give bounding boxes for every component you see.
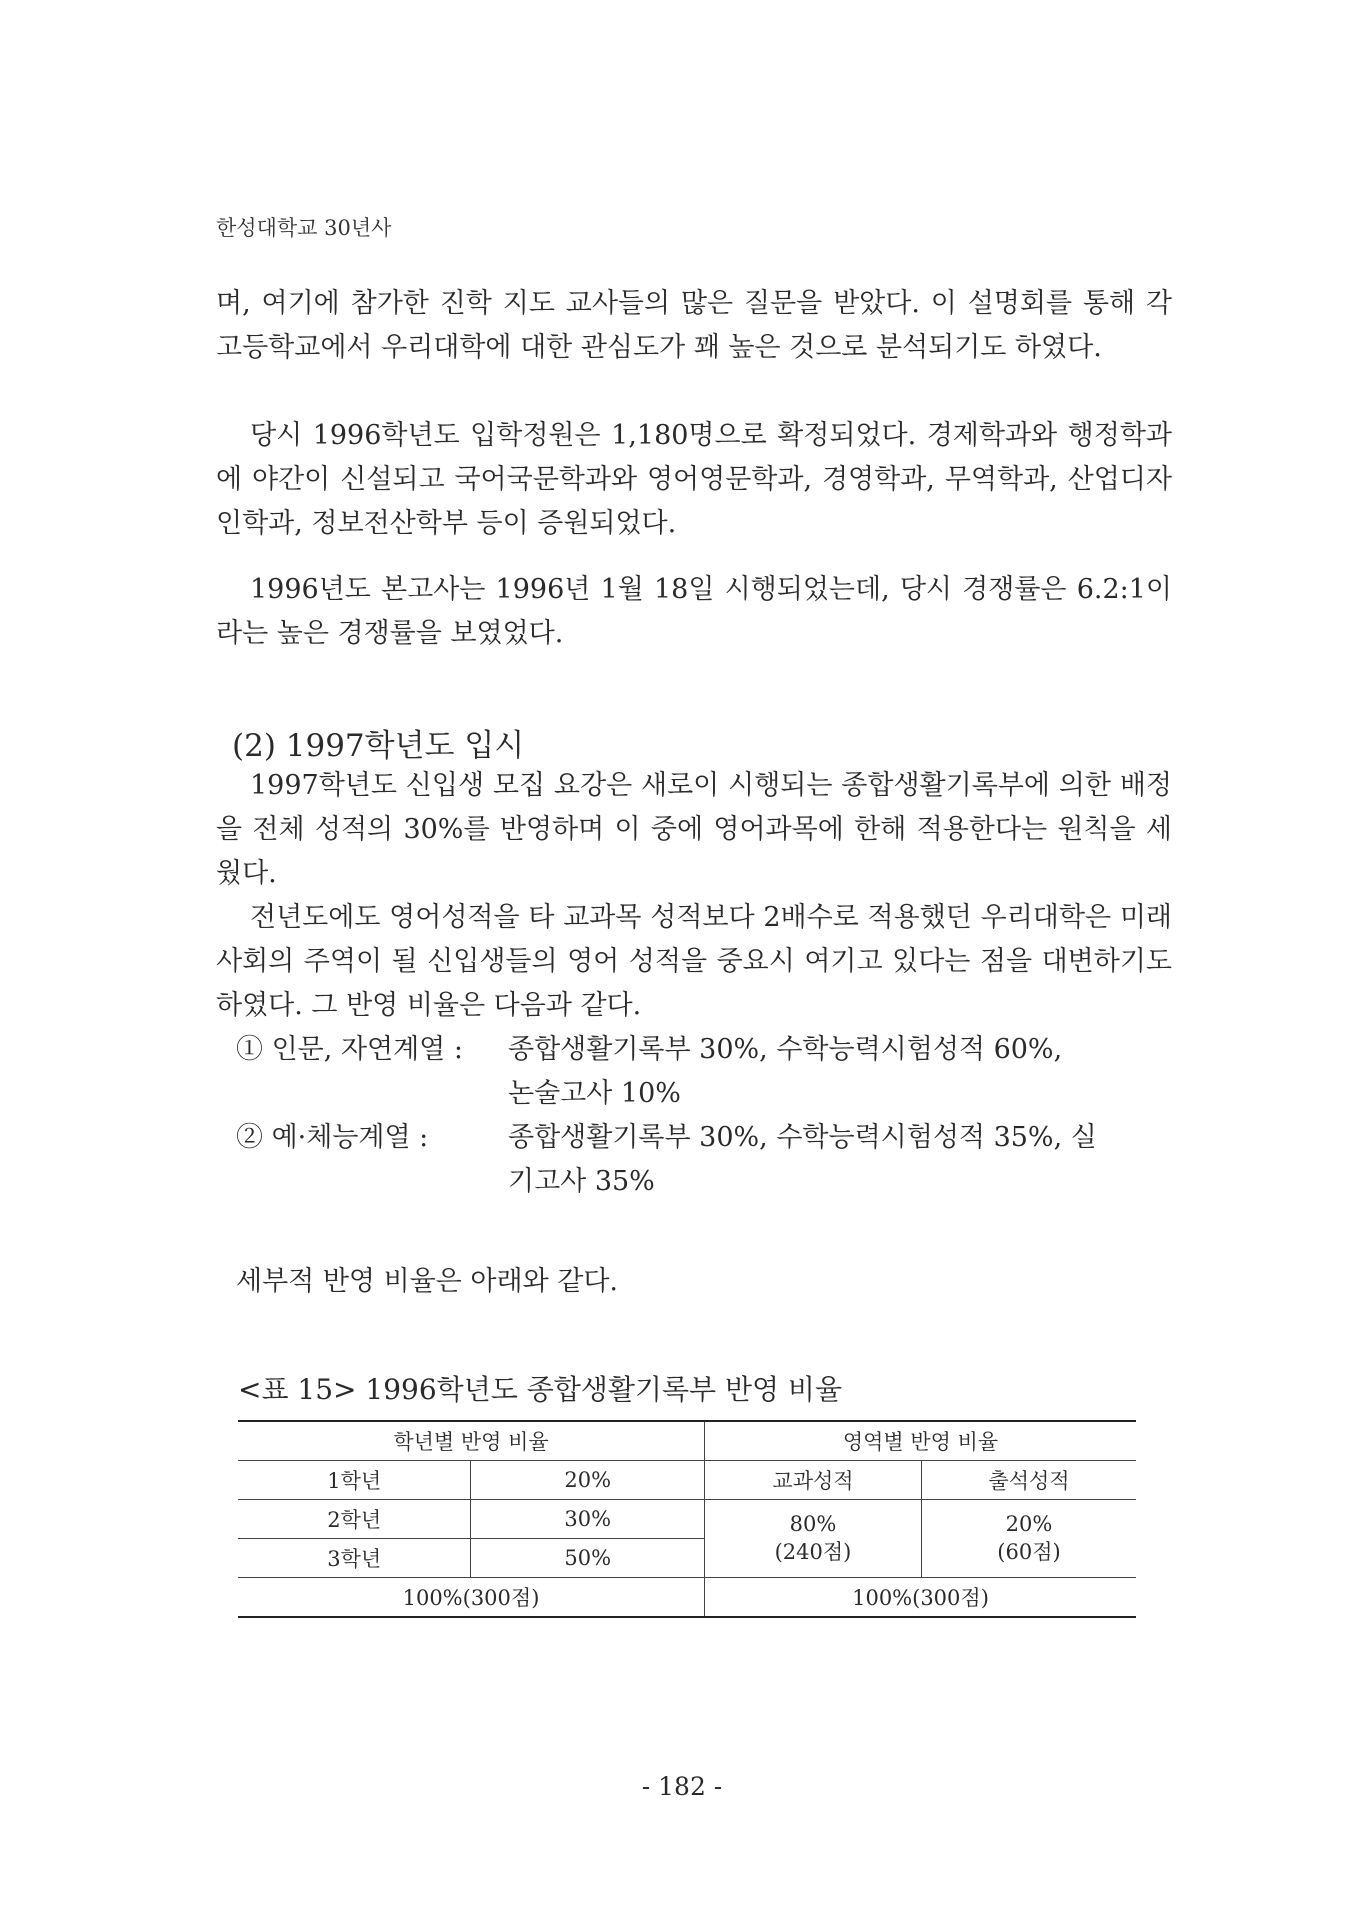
header-area-ratio: 영역별 반영 비율 <box>705 1421 1137 1461</box>
subject-value-cell <box>705 1500 922 1578</box>
list-item-2-label: ② 예·체능계열 : <box>236 1122 429 1153</box>
attendance-value-cell <box>922 1500 1137 1578</box>
ratio-cell: 50% <box>471 1539 705 1578</box>
table-row <box>238 1461 1136 1500</box>
grade-cell: 2학년 <box>238 1500 471 1539</box>
list-item-1-line1: 종합생활기록부 30%, 수학능력시험성적 60%, <box>508 1034 1063 1065</box>
running-header: 한성대학교 30년사 <box>216 216 392 240</box>
list-item-2-line2: 기고사 35% <box>508 1166 655 1197</box>
paragraph-1: 며, 여기에 참가한 진학 지도 교사들의 많은 질문을 받았다. 이 설명회를 통해 각 고등학교에서 우리대학에 대한 관심도가 꽤 높은 것으로 분석되기도 하였다. <box>216 288 1172 363</box>
attendance-value: 20% <box>1005 1511 1053 1536</box>
grade-cell: 3학년 <box>238 1539 471 1578</box>
attendance-points: (60점) <box>997 1539 1061 1564</box>
page-number: - 182 - <box>641 1772 723 1801</box>
ratio-table <box>238 1420 1136 1618</box>
table-caption: <표 15> 1996학년도 종합생활기록부 반영 비율 <box>238 1373 843 1406</box>
attendance-header: 출석성적 <box>922 1461 1137 1500</box>
list-item-1-line2: 논술고사 10% <box>508 1078 681 1109</box>
paragraph-2: 당시 1996학년도 입학정원은 1,180명으로 확정되었다. 경제학과와 행정학과에 야간이 신설되고 국어국문학과와 영어영문학과, 경영학과, 무역학과, 산업디자인학과, 정보전산학부 등이 증원되었다. <box>216 420 1172 539</box>
list-item-1-label: ① 인문, 자연계열 : <box>236 1034 463 1065</box>
list-item-2-line1: 종합생활기록부 30%, 수학능력시험성적 35%, 실 <box>508 1122 1097 1153</box>
table-total-row <box>238 1578 1136 1618</box>
header-grade-ratio: 학년별 반영 비율 <box>238 1421 705 1461</box>
subject-header: 교과성적 <box>705 1461 922 1500</box>
detail-intro: 세부적 반영 비율은 아래와 같다. <box>236 1266 618 1297</box>
section-paragraph-2: 전년도에도 영어성적을 타 교과목 성적보다 2배수로 적용했던 우리대학은 미래 사회의 주역이 될 신입생들의 영어 성적을 중요시 여기고 있다는 점을 대변하기도 하였다. 그 반영 비율은 다음과 같다. <box>216 902 1172 1021</box>
subject-value: 80% <box>789 1511 837 1536</box>
section-paragraph-1: 1997학년도 신입생 모집 요강은 새로이 시행되는 종합생활기록부에 의한 배정을 전체 성적의 30%를 반영하며 이 중에 영어과목에 한해 적용한다는 원칙을 세웠다. <box>216 770 1172 889</box>
total-grade-cell: 100%(300점) <box>238 1578 705 1618</box>
table-header-row <box>238 1421 1136 1461</box>
grade-cell: 1학년 <box>238 1461 471 1500</box>
paragraph-3: 1996년도 본고사는 1996년 1월 18일 시행되었는데, 당시 경쟁률은 6.2:1이라는 높은 경쟁률을 보였었다. <box>216 574 1172 649</box>
ratio-cell: 20% <box>471 1461 705 1500</box>
section-heading: (2) 1997학년도 입시 <box>232 728 525 764</box>
total-area-cell: 100%(300점) <box>705 1578 1137 1618</box>
table-row <box>238 1500 1136 1539</box>
ratio-cell: 30% <box>471 1500 705 1539</box>
subject-points: (240점) <box>774 1539 852 1564</box>
